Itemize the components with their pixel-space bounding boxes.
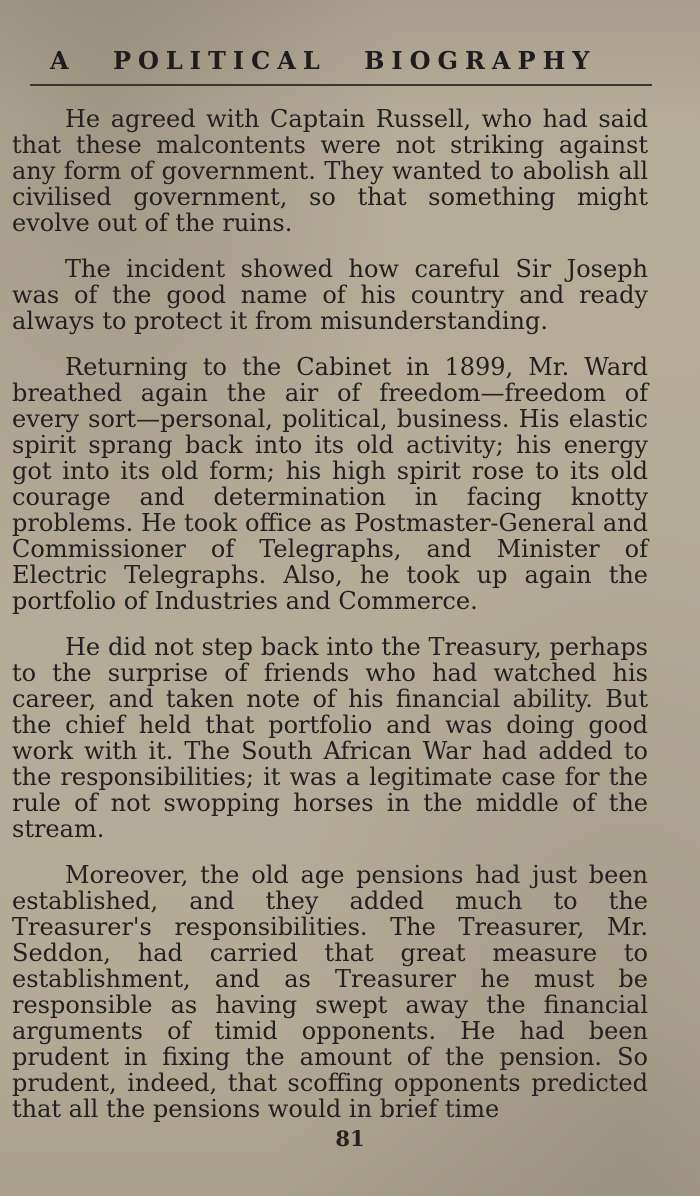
page-number: 81 xyxy=(335,1126,365,1151)
paragraph: He agreed with Captain Russell, who had said that these malcontents were not striking against any form of government. They wanted to abolish all civilised government, so that something might evolve out of the ruins. xyxy=(12,105,648,237)
paragraph: He did not step back into the Treasury, perhaps to the surprise of friends who had watched his career, and taken note of his financial ability. But the chief held that portfolio and was doing good work with it. The South African War had added to the responsibilities; it was a legitimate case for the rule of not swopping horses in the middle of the stream. xyxy=(12,633,648,843)
header-rule xyxy=(30,84,652,86)
body-text xyxy=(12,106,648,1122)
paragraph: The incident showed how careful Sir Joseph was of the good name of his country and ready always to protect it from misunderstanding. xyxy=(12,255,648,335)
running-header-title: A POLITICAL BIOGRAPHY xyxy=(50,46,597,75)
paragraph: Returning to the Cabinet in 1899, Mr. Ward breathed again the air of freedom—freedom of every sort—personal, political, business. His elastic spirit sprang back into its old activity; his energy got into its old form; his high spirit rose to its old courage and determination in facing knotty problems. He took office as Postmaster-General and Commissioner of Telegraphs, and Minister of Electric Telegraphs. Also, he took up again the portfolio of Industries and Commerce. xyxy=(12,353,648,615)
paragraph: Moreover, the old age pensions had just been established, and they added much to the Treasurer's responsibilities. The Treasurer, Mr. Seddon, had carried that great measure to establishment, and as Treasurer he must be responsible as having swept away the financial arguments of timid opponents. He had been prudent in fixing the amount of the pension. So prudent, indeed, that scoffing opponents predicted that all the pensions would in brief time xyxy=(12,861,648,1123)
running-header xyxy=(50,46,650,78)
